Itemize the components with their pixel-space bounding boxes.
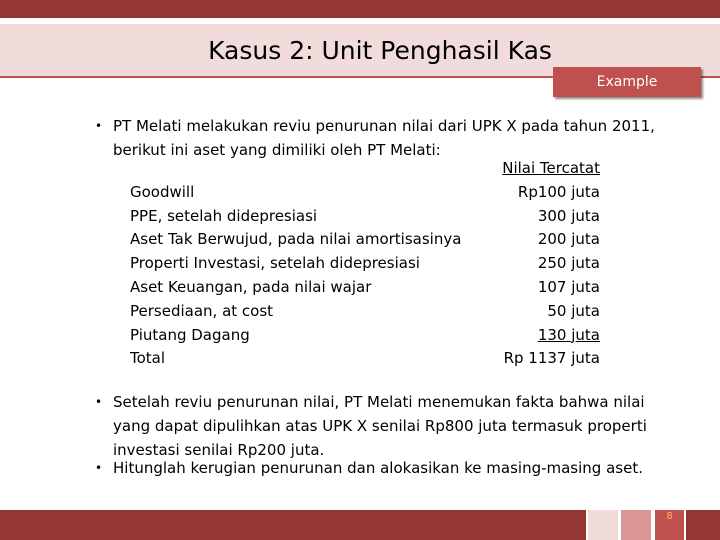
table-row [130,228,600,252]
asset-label: Piutang Dagang [130,325,250,344]
table-total-row [130,347,600,371]
decor-square [686,510,720,540]
page-number: 8 [666,511,673,522]
intro-text: PT Melati melakukan reviu penurunan nilai dari UPK X pada tahun 2011, berikut ini aset yang dimiliki oleh PT Melati: [113,117,655,159]
table-row [130,300,600,324]
slide-title: Kasus 2: Unit Penghasil Kas [208,36,552,65]
asset-value: 50 juta [547,301,600,320]
bullet-dot: • [95,461,103,475]
asset-value: 200 juta [537,230,600,249]
table-row [130,181,600,205]
asset-label: Persediaan, at cost [130,301,274,320]
asset-label: PPE, setelah didepresiasi [130,206,318,225]
total-label: Total [130,349,166,368]
intro-bullet [95,114,675,162]
asset-value: 107 juta [537,277,600,296]
table-row [130,252,600,276]
bullet-dot: • [95,119,103,133]
bottom-decor-bar [0,510,586,540]
table-row [130,324,600,348]
task-text: Hitunglah kerugian penurunan dan alokasikan ke masing-masing aset. [113,459,643,477]
decor-square [588,510,618,540]
asset-label: Aset Tak Berwujud, pada nilai amortisasinya [130,230,462,249]
total-value: Rp 1137 juta [503,349,600,368]
top-decor-bar [0,0,720,18]
table-row [130,205,600,229]
finding-bullet [95,390,675,462]
asset-value: Rp100 juta [517,182,600,201]
asset-label: Aset Keuangan, pada nilai wajar [130,277,372,296]
table-header-row [130,157,600,181]
asset-value: 250 juta [537,254,600,273]
table-row [130,276,600,300]
bullet-dot: • [95,395,103,409]
asset-table [130,157,600,371]
decor-square [621,510,651,540]
task-bullet [95,456,675,480]
finding-text: Setelah reviu penurunan nilai, PT Melati menemukan fakta bahwa nilai yang dapat dipulihkan atas UPK X senilai Rp800 juta termasuk properti investasi senilai Rp200 juta. [113,393,647,459]
column-header-nilai-tercatat: Nilai Tercatat [502,159,600,177]
asset-label: Goodwill [130,182,195,201]
asset-label: Properti Investasi, setelah didepresiasi [130,254,420,273]
asset-value: 130 juta [537,325,600,344]
example-badge: Example [553,67,701,97]
asset-value: 300 juta [537,206,600,225]
